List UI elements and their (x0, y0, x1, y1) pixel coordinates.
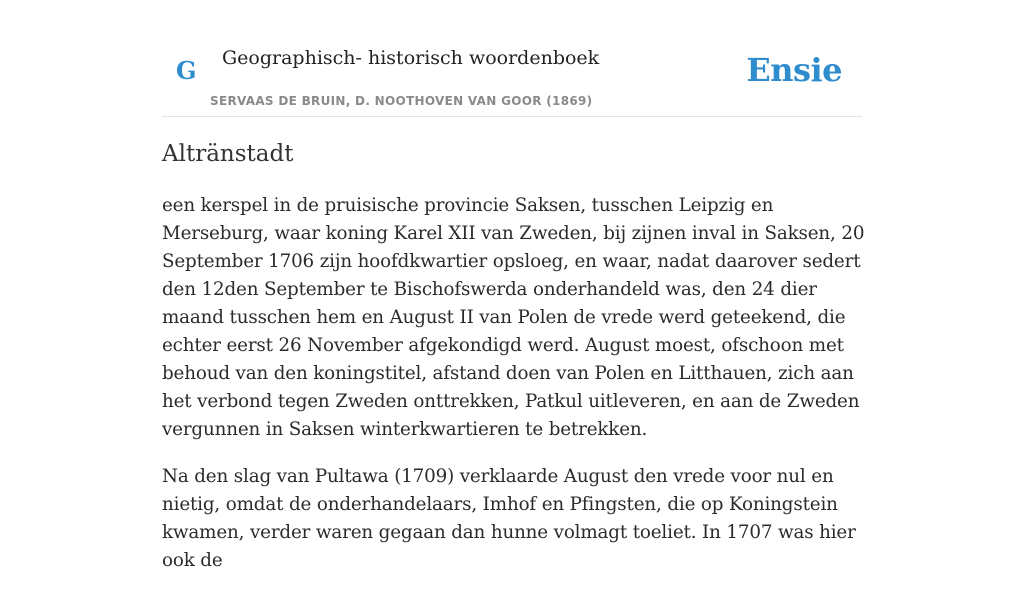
page-header (162, 0, 862, 117)
entry-paragraph: een kerspel in de pruisische provincie Saksen, tusschen Leipzig en Merseburg, waar koning Karel XII van Zweden, bij zijnen inval in Saksen, 20 September 1706 zijn hoofdkwartier opsloeg, en waar, nadat daarover sedert den 12den September te Bischofswerda onderhandeld was, den 24 dier maand tusschen hem en August II van Polen de vrede werd geteekend, die echter eerst 26 November afgekondigd werd. August moest, ofschoon met behoud van den koningstitel, afstand doen van Polen en Litthauen, zich aan het verbond tegen Zweden onttrekken, Patkul uitleveren, en aan de Zweden vergunnen in Saksen winterkwartieren te betrekken. (162, 195, 865, 440)
entry-paragraph: Na den slag van Pultawa (1709) verklaarde August den vrede voor nul en nietig, omdat de onderhandelaars, Imhof en Pfingsten, die op Koningstein kwamen, verder waren gegaan dan hunne volmagt toeliet. In 1707 was hier ook de (162, 466, 856, 571)
entry-title: Altränstadt (162, 141, 294, 167)
book-title-link[interactable]: Geographisch- historisch woordenboek (222, 47, 600, 69)
book-logo[interactable]: G (176, 56, 197, 85)
ensie-logo[interactable]: Ensie (746, 51, 842, 89)
entry-body (162, 192, 866, 594)
book-authors: SERVAAS DE BRUIN, D. NOOTHOVEN VAN GOOR (1869) (210, 94, 593, 108)
